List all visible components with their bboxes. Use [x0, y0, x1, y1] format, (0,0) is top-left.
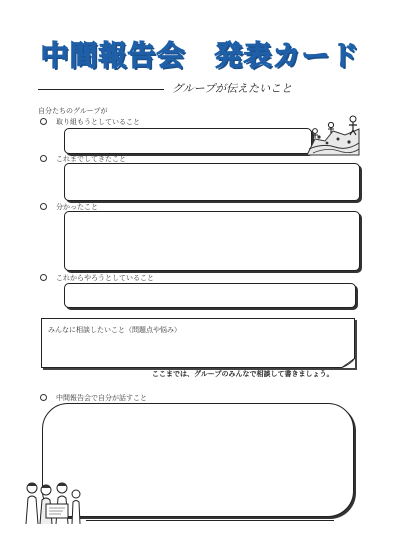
- riverside-children-illustration: [305, 113, 361, 157]
- circle-bullet-icon: [40, 118, 47, 125]
- page-title: 中間報告会 発表カード: [40, 39, 360, 72]
- consult-note-box[interactable]: [41, 318, 355, 368]
- section-2-label: これまでしてきたこと: [56, 155, 126, 163]
- section-1-label: 取り組もうとしていること: [56, 118, 140, 126]
- section-2-answer-box[interactable]: [64, 163, 360, 201]
- section-4-heading: [40, 273, 154, 283]
- circle-bullet-icon: [40, 203, 47, 210]
- section-4-label: これからやろうとしていること: [56, 274, 154, 282]
- group-heading: 自分たちのグループが: [38, 107, 108, 115]
- section-1-answer-box[interactable]: [64, 128, 312, 154]
- section-3-label: 分かったこと: [56, 203, 98, 211]
- section-3-answer-box[interactable]: [64, 211, 360, 271]
- circle-bullet-icon: [40, 274, 47, 281]
- speech-label: 中間報告会で自分が話すこと: [56, 394, 147, 402]
- page-curl-icon: [341, 358, 355, 368]
- topic-label: グループが伝えたいこと: [172, 82, 293, 95]
- presenting-children-illustration: [22, 478, 84, 526]
- section-1-heading: [40, 117, 140, 127]
- group-note: ここまでは、グループのみんなで相談して書きましょう。: [152, 370, 334, 378]
- speech-answer-box[interactable]: [42, 403, 354, 517]
- consult-label: みんなに相談したいこと（問題点や悩み）: [48, 326, 181, 334]
- topic-write-line[interactable]: [38, 89, 164, 90]
- section-4-answer-box[interactable]: [64, 283, 356, 308]
- circle-bullet-icon: [40, 394, 47, 401]
- speech-heading: [40, 393, 147, 403]
- speech-box-underline: [86, 520, 334, 521]
- circle-bullet-icon: [40, 155, 47, 162]
